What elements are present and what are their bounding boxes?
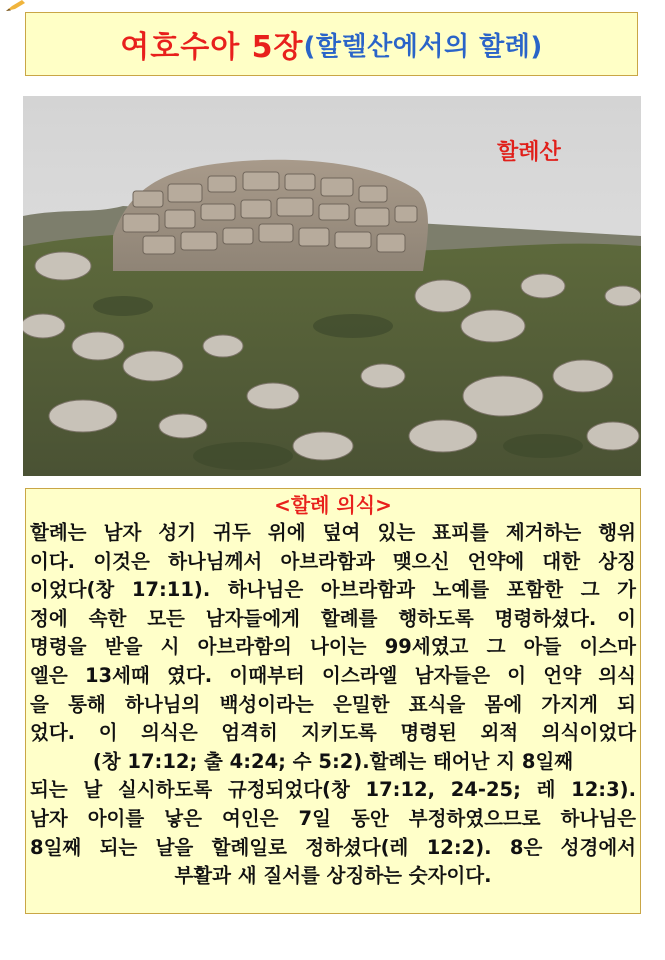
article-line: 되는 날 실시하도록 규정되었다(창 17:12, 24-25; 레 12:3).	[30, 778, 636, 802]
pencil-icon	[4, 0, 26, 12]
page-subtitle: (할렐산에서의 할례)	[303, 31, 543, 62]
article-heading: <할례 의식>	[274, 493, 392, 517]
article-line: 부활과 새 질서를 상징하는 숫자이다.	[174, 864, 492, 888]
article-box	[25, 488, 641, 914]
article-line: 8일째 되는 날을 할례일로 정하셨다(레 12:2). 8은 성경에서	[30, 835, 636, 859]
article-line: (창 17:12; 출 4:24; 수 5:2).할례는 태어난 지 8일째	[92, 749, 574, 773]
article-line: 을 통해 하나님의 백성이라는 은밀한 표식을 몸에 가지게 되	[30, 692, 636, 716]
title-box	[25, 12, 638, 76]
page-title: 여호수아 5장	[120, 30, 304, 65]
article-line: 정에 속한 모든 남자들에게 할례를 행하도록 명령하셨다. 이	[30, 606, 636, 630]
article-line: 명령을 받을 시 아브라함의 나이는 99세였고 그 아들 이스마	[30, 635, 636, 659]
article-line: 었다. 이 의식은 엄격히 지키도록 명령된 외적 의식이었다	[30, 721, 636, 745]
article-line: 남자 아이를 낳은 여인은 7일 동안 부정하였으므로 하나님은	[30, 806, 636, 830]
article-line: 엘은 13세때 였다. 이때부터 이스라엘 남자들은 이 언약 의식	[30, 663, 636, 687]
photo-label: 할례산	[497, 140, 561, 165]
article-line: 할례는 남자 성기 귀두 위에 덮여 있는 표피를 제거하는 행위	[30, 521, 636, 544]
article-line: 이다. 이것은 하나님께서 아브라함과 맺으신 언약에 대한 상징	[30, 549, 636, 573]
article-line: 이었다(창 17:11). 하나님은 아브라함과 노예를 포함한 그 가	[30, 578, 636, 602]
